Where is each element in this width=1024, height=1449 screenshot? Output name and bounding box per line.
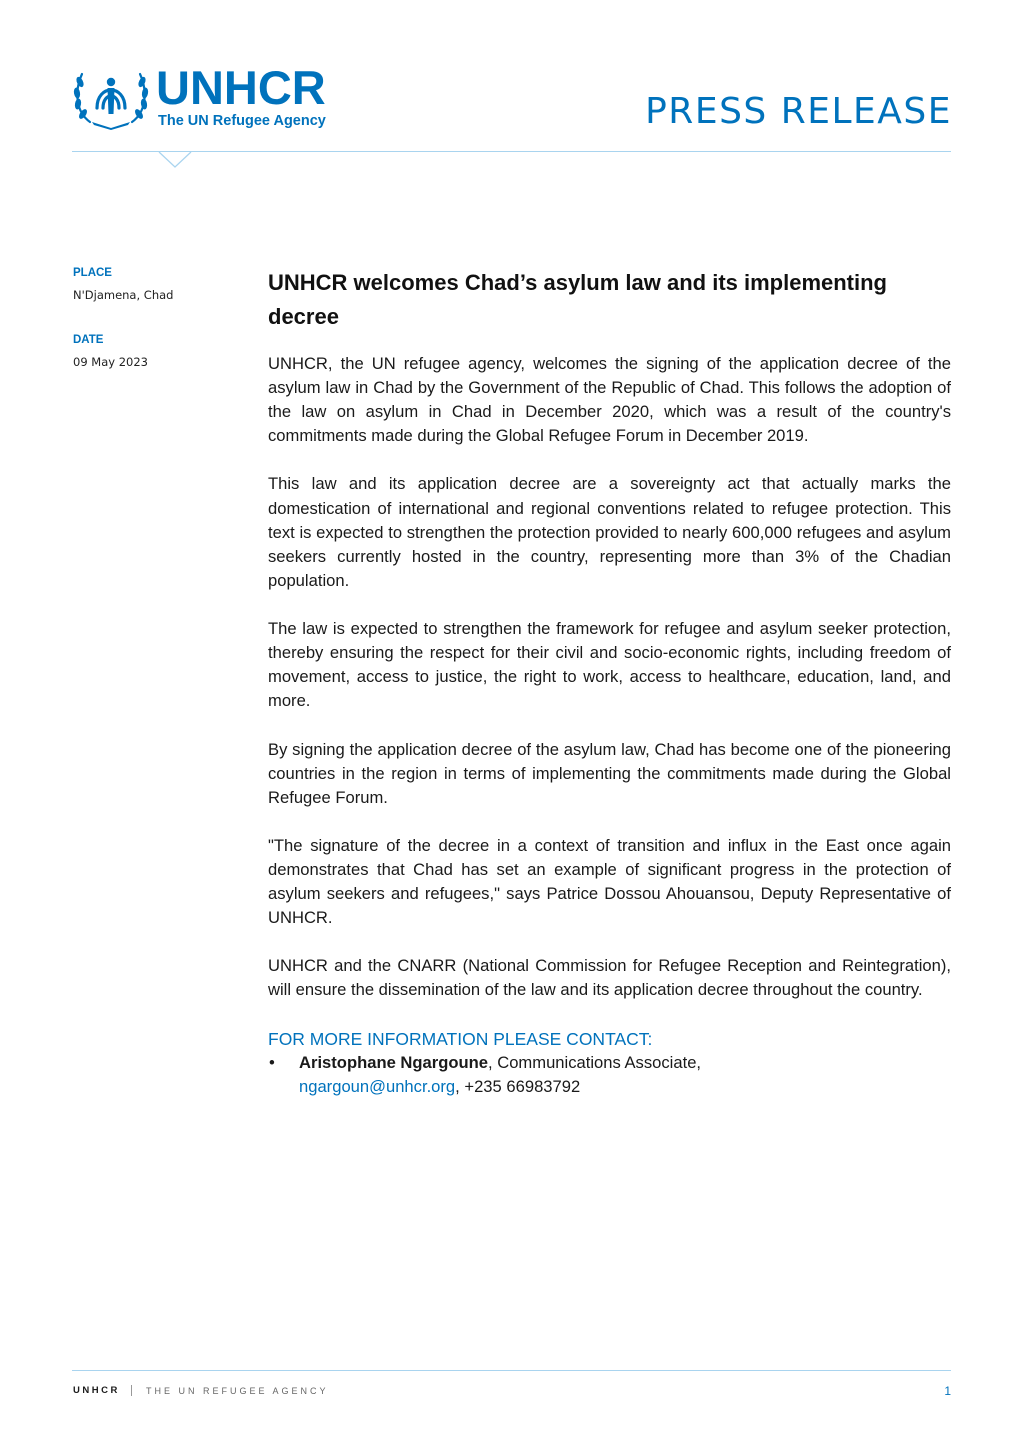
logo-wordmark: UNHCR: [156, 61, 326, 114]
article-paragraph: By signing the application decree of the asylum law, Chad has become one of the pioneering countries in the region in terms of implementing the commitments made during the Global Refugee Forum.: [268, 739, 951, 807]
logo-subtitle: The UN Refugee Agency: [158, 113, 326, 129]
contact-list: [268, 1051, 951, 1099]
article-paragraph: The law is expected to strengthen the framework for refugee and asylum seeker protection, thereby ensuring the respect for their civil and socio-economic rights, including freedom of movement, access to justice, the right to work, access to healthcare, education, land, and more.: [268, 619, 951, 711]
footer-separator: [131, 1385, 132, 1396]
footer-tagline: THE UN REFUGEE AGENCY: [146, 1386, 329, 1396]
article-headline: UNHCR welcomes Chad’s asylum law and its implementing decree: [268, 270, 887, 329]
footer-brand: UNHCR: [73, 1385, 120, 1396]
contact-heading: FOR MORE INFORMATION PLEASE CONTACT:: [268, 1028, 653, 1049]
article-body: [268, 352, 951, 1099]
place-value: N'Djamena, Chad: [73, 288, 174, 302]
place-label: PLACE: [73, 267, 112, 279]
bullet-icon: •: [269, 1052, 275, 1072]
contact-email-link[interactable]: ngargoun@unhcr.org: [299, 1076, 456, 1096]
contact-role: , Communications Associate,: [488, 1052, 702, 1072]
unhcr-logo: [72, 62, 352, 134]
date-label: DATE: [73, 334, 104, 346]
unhcr-laurel-emblem-icon: [72, 62, 150, 130]
article-paragraph: This law and its application decree are a sovereignty act that actually marks the domestication of international and regional conventions related to refugee protection. This text is expected to strengthen the protection provided to nearly 600,000 refugees and asylum seekers currently hosted in the country, representing more than 3% of the Chadian population.: [268, 474, 951, 590]
article-paragraph: UNHCR, the UN refugee agency, welcomes the signing of the application decree of the asylum law in Chad by the Government of the Republic of Chad. This follows the adoption of the law on asylum in Chad in December 2020, which was a result of the country's commitments made during the Global Refugee Forum in December 2019.: [268, 354, 951, 446]
article-paragraph: UNHCR and the CNARR (National Commission for Refugee Reception and Reintegration), will ensure the dissemination of the law and its application decree throughout the country.: [268, 956, 951, 1000]
header-divider-notch-icon: [158, 151, 192, 169]
footer-divider: [72, 1370, 951, 1371]
date-value: 09 May 2023: [73, 355, 148, 369]
article-paragraph: "The signature of the decree in a context of transition and influx in the East once again demonstrates that Chad has set an example of significant progress in the protection of asylum seekers and refugees," says Patrice Dossou Ahouansou, Deputy Representative of UNHCR.: [268, 835, 951, 928]
document-type-title: PRESS RELEASE: [645, 91, 952, 132]
contact-phone: , +235 66983792: [455, 1076, 581, 1096]
page-number: 1: [944, 1384, 951, 1398]
contact-name: Aristophane Ngargoune: [299, 1052, 488, 1072]
header-divider: [72, 151, 951, 152]
contact-list-item: [268, 1051, 951, 1099]
